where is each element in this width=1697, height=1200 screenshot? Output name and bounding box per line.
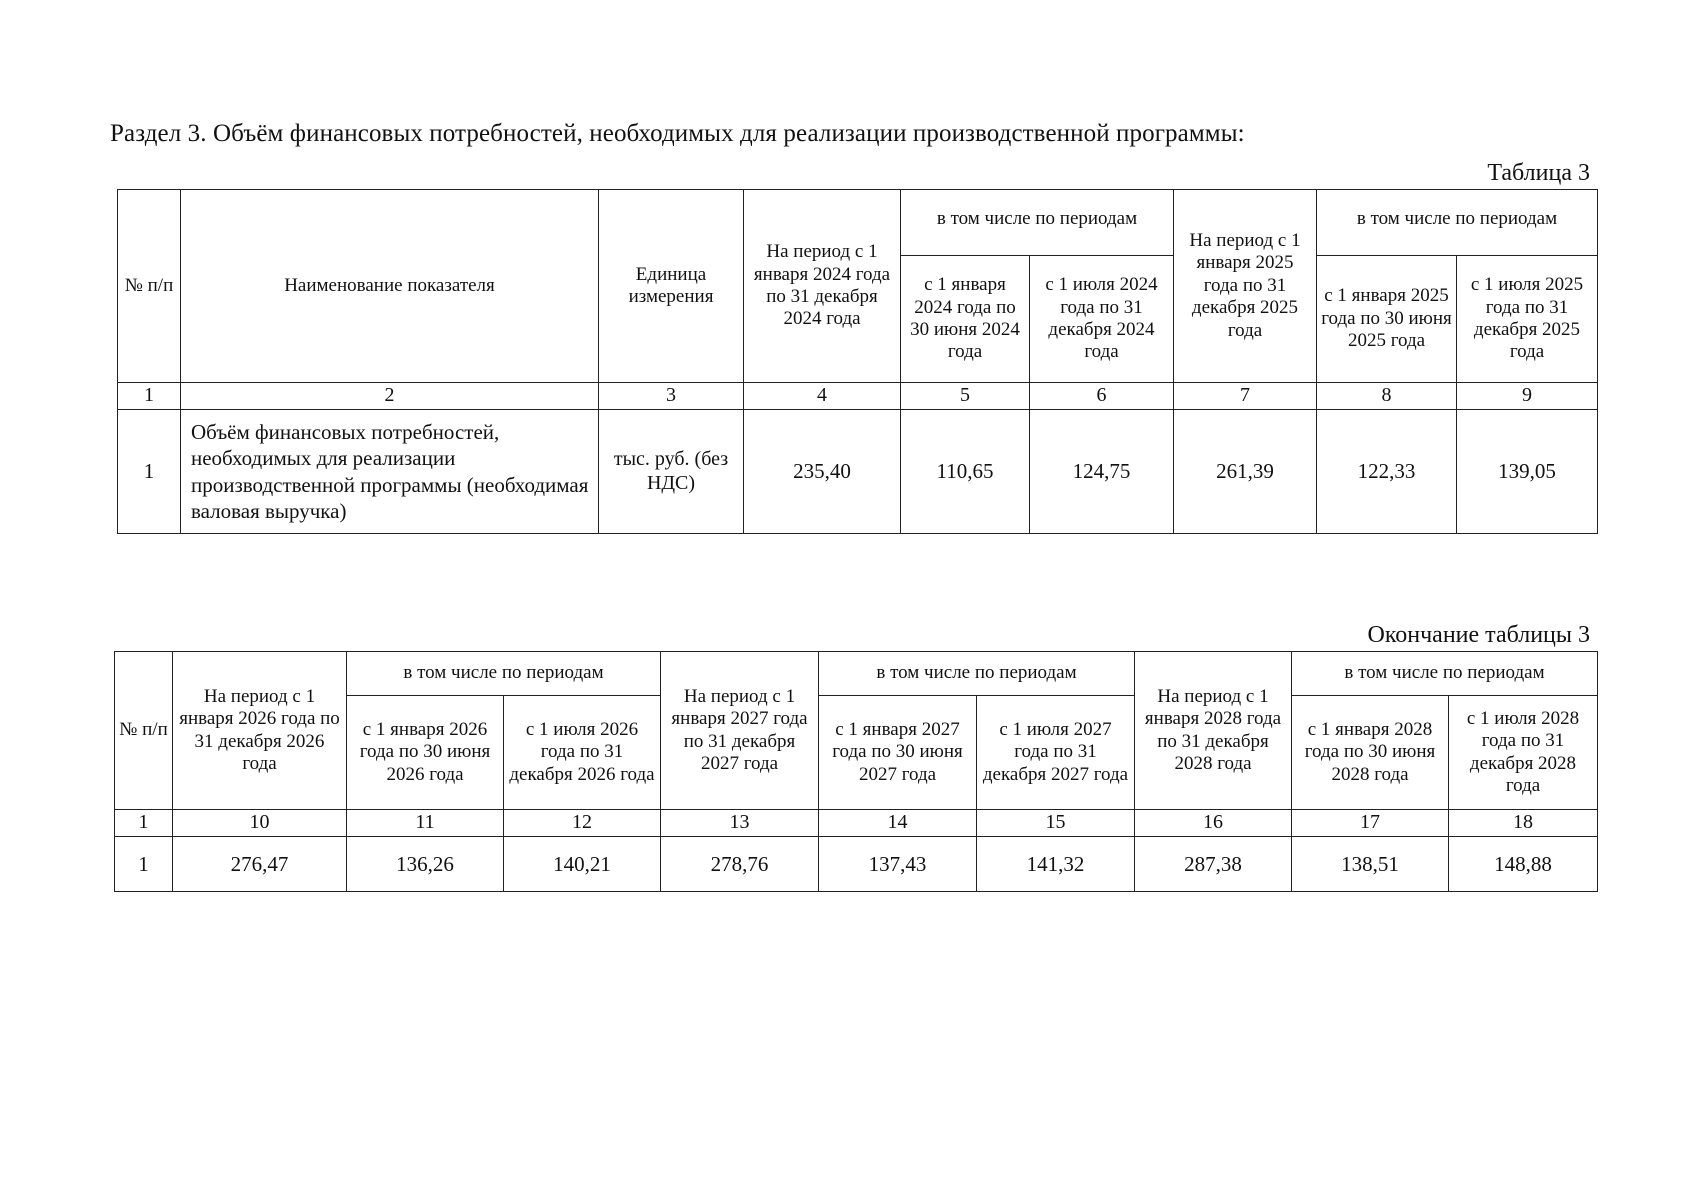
column-index: 15 bbox=[977, 810, 1135, 837]
value-2025: 261,39 bbox=[1174, 410, 1317, 534]
financial-needs-table-2026-2028 bbox=[114, 651, 1598, 892]
header-2026-h1: с 1 января 2026 года по 30 июня 2026 года bbox=[347, 696, 504, 810]
header-including-2027: в том числе по периодам bbox=[819, 652, 1135, 696]
value-2024-h1: 110,65 bbox=[901, 410, 1030, 534]
column-index: 6 bbox=[1030, 383, 1174, 410]
column-index: 12 bbox=[504, 810, 661, 837]
header-num: № п/п bbox=[115, 652, 173, 810]
column-index: 11 bbox=[347, 810, 504, 837]
value-2026-h2: 140,21 bbox=[504, 837, 661, 892]
value-2028: 287,38 bbox=[1135, 837, 1292, 892]
value-2026: 276,47 bbox=[173, 837, 347, 892]
section-heading: Раздел 3. Объём финансовых потребностей, необходимых для реализации производственной программы: bbox=[110, 120, 1245, 147]
value-2027-h1: 137,43 bbox=[819, 837, 977, 892]
header-2025-h1: с 1 января 2025 года по 30 июня 2025 года bbox=[1317, 256, 1457, 383]
column-index: 1 bbox=[115, 810, 173, 837]
column-index: 17 bbox=[1292, 810, 1449, 837]
row-num: 1 bbox=[115, 837, 173, 892]
header-period-2026: На период с 1 января 2026 года по 31 декабря 2026 года bbox=[173, 652, 347, 810]
column-index: 10 bbox=[173, 810, 347, 837]
header-2028-h2: с 1 июля 2028 года по 31 декабря 2028 года bbox=[1449, 696, 1598, 810]
row-indicator-name: Объём финансовых потребностей, необходимых для реализации производственной программы (необходимая валовая выручка) bbox=[181, 410, 599, 534]
header-period-2027: На период с 1 января 2027 года по 31 декабря 2027 года bbox=[661, 652, 819, 810]
table-caption: Таблица 3 bbox=[1487, 160, 1590, 186]
value-2024-h2: 124,75 bbox=[1030, 410, 1174, 534]
header-including-2024: в том числе по периодам bbox=[901, 190, 1174, 256]
header-period-2028: На период с 1 января 2028 года по 31 декабря 2028 года bbox=[1135, 652, 1292, 810]
header-unit: Единица измерения bbox=[599, 190, 744, 383]
column-index-row bbox=[115, 810, 1598, 837]
column-index: 7 bbox=[1174, 383, 1317, 410]
header-period-2025: На период с 1 января 2025 года по 31 декабря 2025 года bbox=[1174, 190, 1317, 383]
value-2025-h2: 139,05 bbox=[1457, 410, 1598, 534]
table-row bbox=[115, 837, 1598, 892]
column-index: 1 bbox=[118, 383, 181, 410]
header-2025-h2: с 1 июля 2025 года по 31 декабря 2025 года bbox=[1457, 256, 1598, 383]
header-including-2025: в том числе по периодам bbox=[1317, 190, 1598, 256]
value-2024: 235,40 bbox=[744, 410, 901, 534]
header-2024-h1: с 1 января 2024 года по 30 июня 2024 года bbox=[901, 256, 1030, 383]
column-index: 3 bbox=[599, 383, 744, 410]
header-indicator-name: Наименование показателя bbox=[181, 190, 599, 383]
column-index: 9 bbox=[1457, 383, 1598, 410]
table-row bbox=[118, 410, 1598, 534]
value-2025-h1: 122,33 bbox=[1317, 410, 1457, 534]
row-num: 1 bbox=[118, 410, 181, 534]
header-2027-h2: с 1 июля 2027 года по 31 декабря 2027 года bbox=[977, 696, 1135, 810]
column-index: 16 bbox=[1135, 810, 1292, 837]
header-including-2028: в том числе по периодам bbox=[1292, 652, 1598, 696]
value-2028-h2: 148,88 bbox=[1449, 837, 1598, 892]
column-index: 18 bbox=[1449, 810, 1598, 837]
header-2026-h2: с 1 июля 2026 года по 31 декабря 2026 года bbox=[504, 696, 661, 810]
column-index: 14 bbox=[819, 810, 977, 837]
column-index: 4 bbox=[744, 383, 901, 410]
value-2026-h1: 136,26 bbox=[347, 837, 504, 892]
column-index: 5 bbox=[901, 383, 1030, 410]
header-period-2024: На период с 1 января 2024 года по 31 декабря 2024 года bbox=[744, 190, 901, 383]
column-index-row bbox=[118, 383, 1598, 410]
column-index: 2 bbox=[181, 383, 599, 410]
financial-needs-table-2024-2025 bbox=[117, 189, 1598, 534]
header-2028-h1: с 1 января 2028 года по 30 июня 2028 года bbox=[1292, 696, 1449, 810]
header-2027-h1: с 1 января 2027 года по 30 июня 2027 года bbox=[819, 696, 977, 810]
row-unit: тыс. руб. (без НДС) bbox=[599, 410, 744, 534]
header-including-2026: в том числе по периодам bbox=[347, 652, 661, 696]
table-continuation-caption: Окончание таблицы 3 bbox=[1367, 622, 1590, 648]
column-index: 8 bbox=[1317, 383, 1457, 410]
value-2027: 278,76 bbox=[661, 837, 819, 892]
header-2024-h2: с 1 июля 2024 года по 31 декабря 2024 года bbox=[1030, 256, 1174, 383]
column-index: 13 bbox=[661, 810, 819, 837]
value-2028-h1: 138,51 bbox=[1292, 837, 1449, 892]
value-2027-h2: 141,32 bbox=[977, 837, 1135, 892]
header-num: № п/п bbox=[118, 190, 181, 383]
